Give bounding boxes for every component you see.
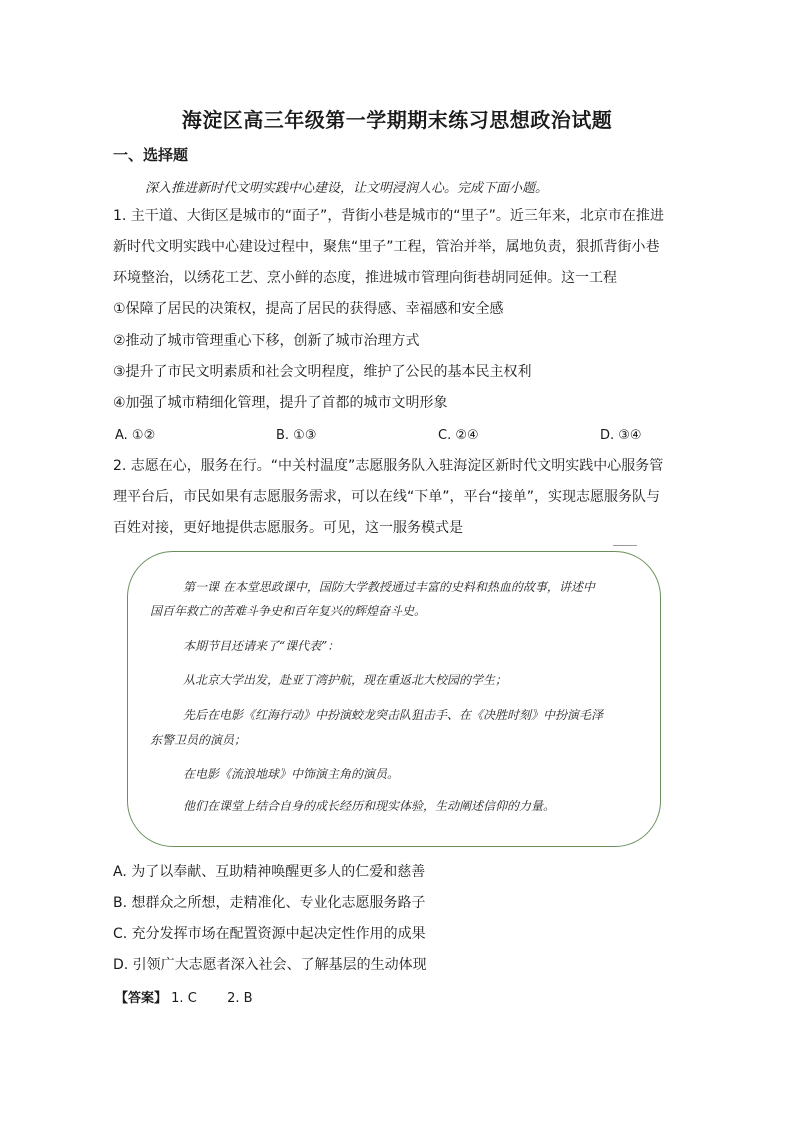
answer-line [115,987,253,1006]
q1-statement-4: ④加强了城市精细化管理，提升了首都的城市文明形象 [113,395,448,411]
material-line-1: 第一课 在本堂思政课中，国防大学教授通过丰富的史料和热血的故事，讲述中 [183,580,595,594]
q2-stem-line-3: 百姓对接，更好地提供志愿服务。可见，这一服务模式是 [113,520,463,536]
q2-option-a: A. 为了以奉献、互助精神唤醒更多人的仁爱和慈善 [113,864,426,880]
answer-tag: 【答案】 [115,991,168,1006]
q1-statement-3: ③提升了市民文明素质和社会文明程度，维护了公民的基本民主权利 [113,364,532,380]
q1-stem-line-3: 环境整治，以绣花工艺、烹小鲜的态度，推进城市管理向街巷胡同延伸。这一工程 [113,270,617,286]
q2-stem-line-2: 理平台后，市民如果有志愿服务需求，可以在线“下单”，平台“接单”，实现志愿服务队与 [113,489,661,505]
answer-1: 1. C [171,991,197,1006]
material-line-2: 国百年救亡的苦难斗争史和百年复兴的辉煌奋斗史。 [150,604,427,618]
material-line-3: 本期节目还请来了“课代表”： [183,639,340,653]
intro-text: 深入推进新时代文明实践中心建设，让文明浸润人心。完成下面小题。 [145,181,549,196]
q1-option-a: A. ①② [115,428,156,443]
material-line-4: 从北京大学出发，赴亚丁湾护航，现在重返北大校园的学生； [183,673,508,687]
q1-stem-line-2: 新时代文明实践中心建设过程中，聚焦“里子”工程，管治并举，属地负责，狠抓背街小巷 [113,239,660,255]
material-line-8: 他们在课堂上结合自身的成长经历和现实体验，生动阐述信仰的力量。 [183,799,556,813]
section-heading: 一、选择题 [113,146,189,164]
material-line-7: 在电影《流浪地球》中饰演主角的演员。 [183,767,400,781]
material-line-5: 先后在电影《红海行动》中扮演蛟龙突击队狙击手、在《决胜时刻》中扮演毛泽 [183,708,604,722]
q2-option-b: B. 想群众之所想，走精准化、专业化志愿服务路子 [113,895,426,911]
q2-option-c: C. 充分发挥市场在配置资源中起决定性作用的成果 [113,926,426,942]
page-title: 海淀区高三年级第一学期期末练习思想政治试题 [181,108,613,132]
q1-stem-line-1: 1. 主干道、大街区是城市的“面子”，背街小巷是城市的“里子”。近三年来，北京市在推进 [113,208,664,224]
material-line-6: 东警卫员的演员； [150,733,247,747]
q1-statement-1: ①保障了居民的决策权，提高了居民的获得感、幸福感和安全感 [113,301,504,317]
q2-option-d: D. 引领广大志愿者深入社会、了解基层的生动体现 [113,957,427,973]
q1-statement-2: ②推动了城市管理重心下移，创新了城市治理方式 [113,333,420,349]
q2-stem-line-1: 2. 志愿在心，服务在行。“中关村温度”志愿服务队入驻海淀区新时代文明实践中心服务管 [113,458,664,474]
q1-option-d: D. ③④ [600,428,642,443]
q1-option-b: B. ①③ [276,428,317,443]
q1-option-c: C. ②④ [438,428,479,443]
answer-2: 2. B [227,991,253,1006]
divider-mark [613,545,637,546]
